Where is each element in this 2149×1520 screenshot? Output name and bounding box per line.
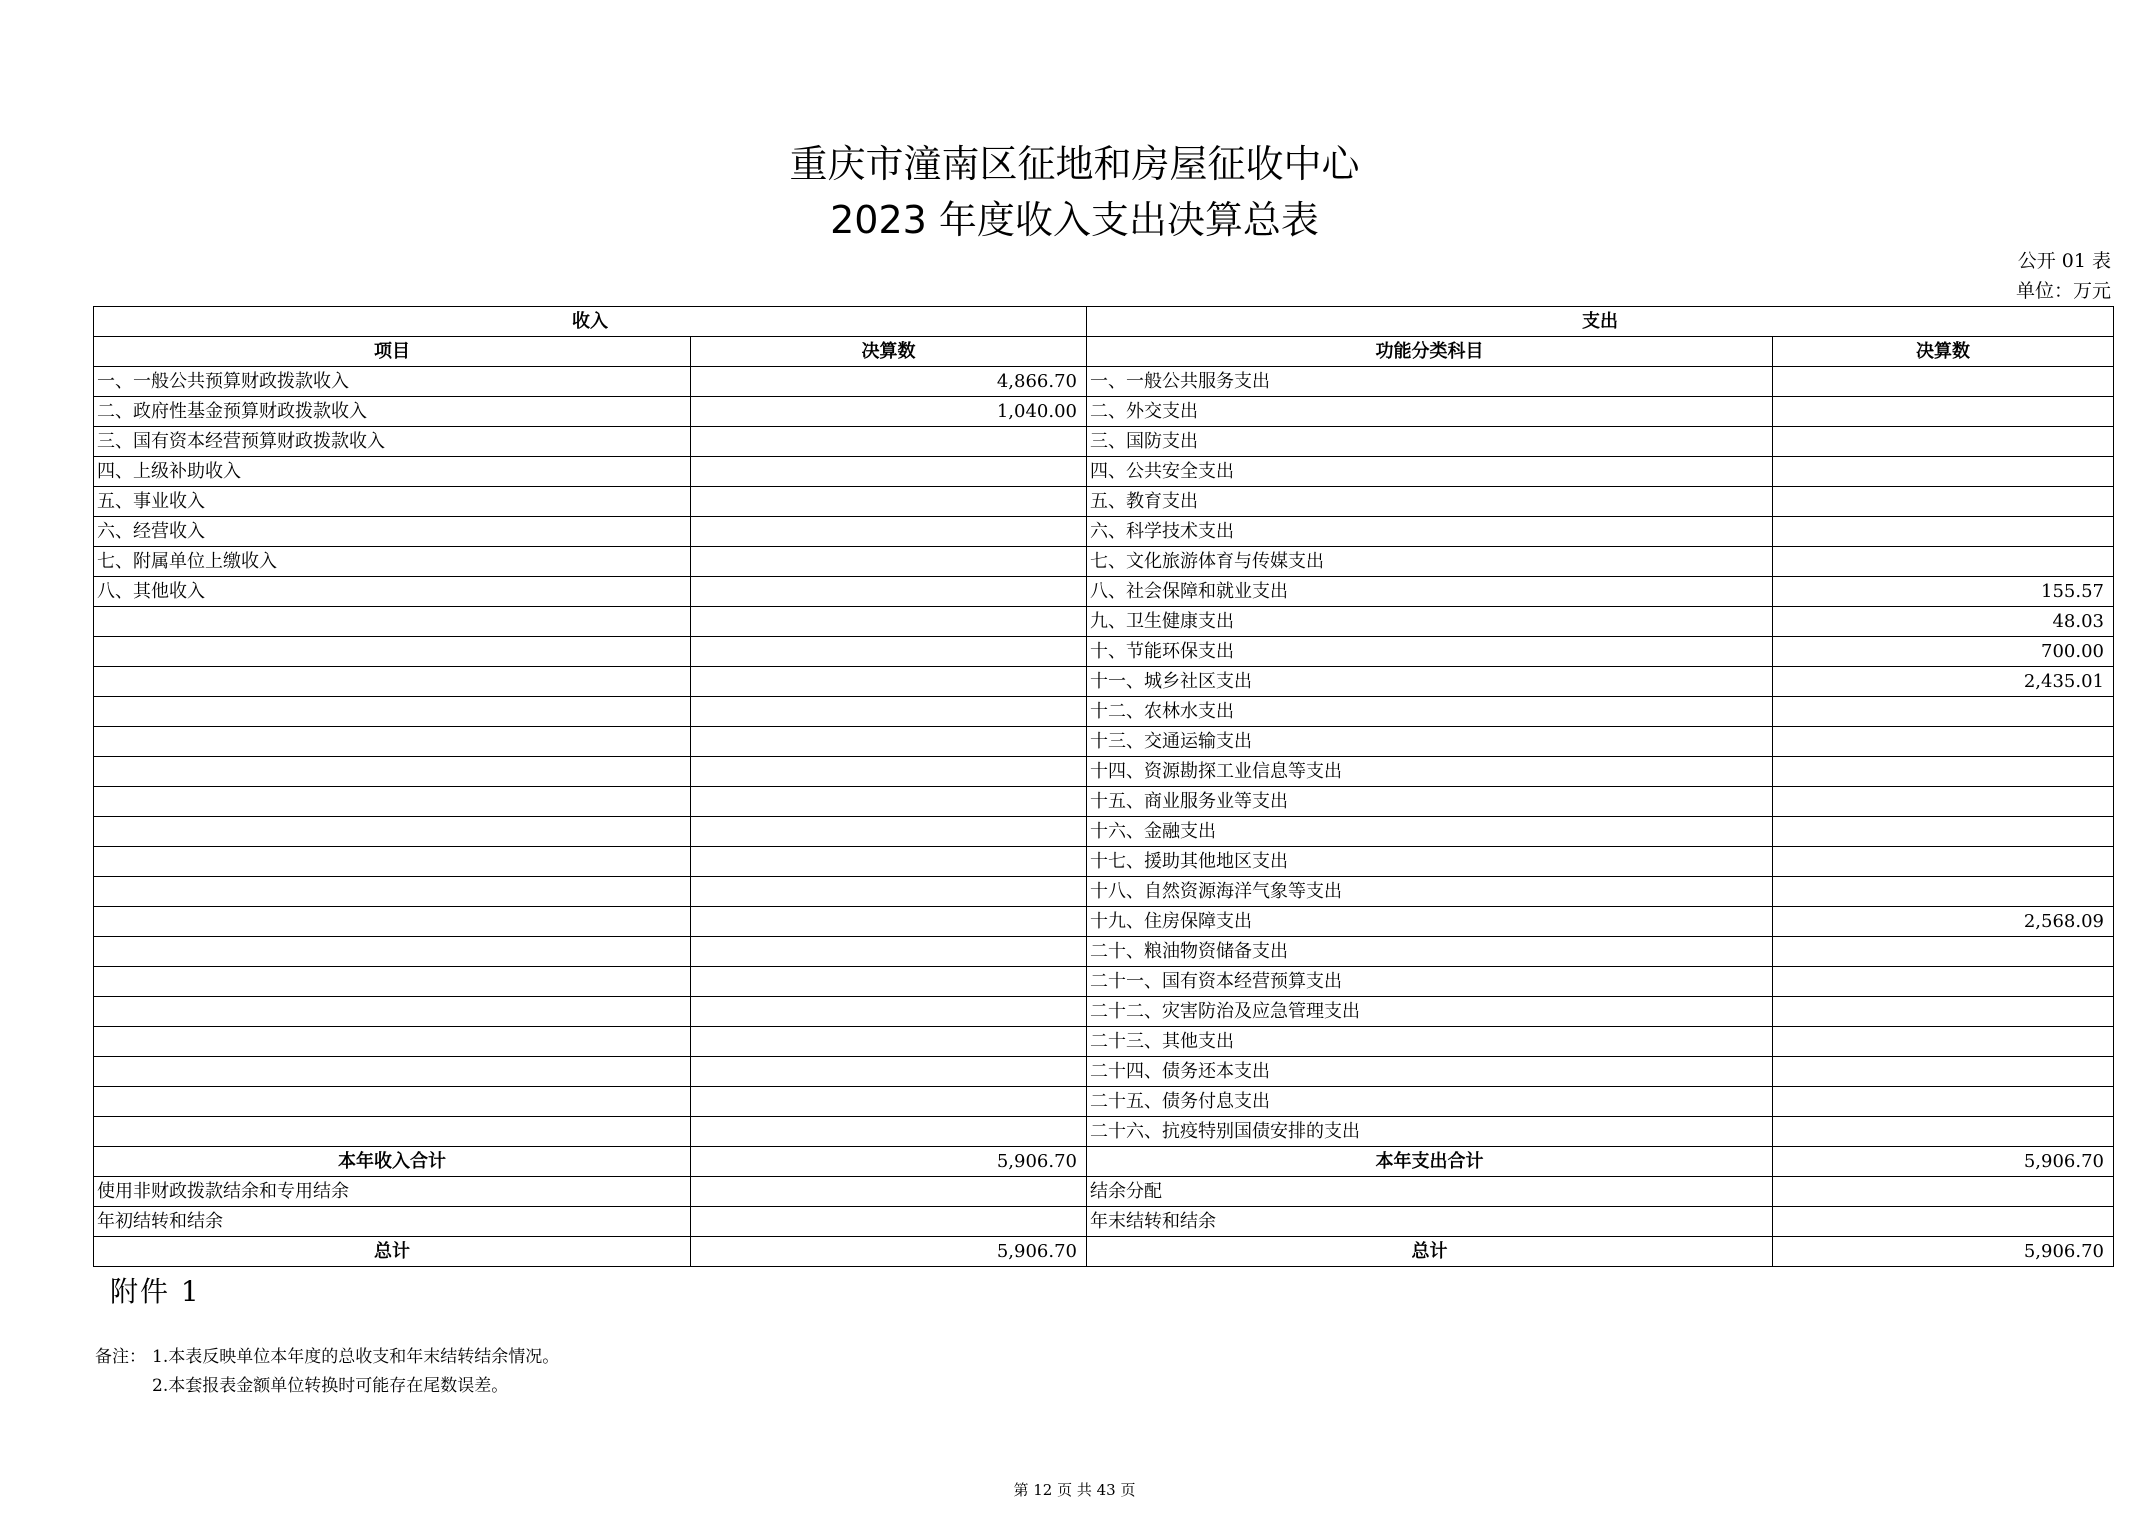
income-item [94, 1117, 691, 1147]
expense-amount [1773, 547, 2114, 577]
expense-amount [1773, 1177, 2114, 1207]
table-row [94, 967, 2114, 997]
expense-item: 十二、农林水支出 [1087, 697, 1773, 727]
expense-amount [1773, 397, 2114, 427]
expense-item: 十、节能环保支出 [1087, 637, 1773, 667]
income-item [94, 907, 691, 937]
income-amount [691, 667, 1087, 697]
table-footer [94, 1147, 2114, 1267]
expense-amount [1773, 697, 2114, 727]
expense-amount [1773, 1057, 2114, 1087]
income-item: 三、国有资本经营预算财政拨款收入 [94, 427, 691, 457]
expense-item: 二十、粮油物资储备支出 [1087, 937, 1773, 967]
income-amount [691, 1117, 1087, 1147]
note-line-1: 1.本表反映单位本年度的总收支和年末结转结余情况。 [152, 1347, 560, 1367]
expense-amount [1773, 817, 2114, 847]
col-amount: 决算数 [691, 337, 1087, 367]
expense-item: 十五、商业服务业等支出 [1087, 787, 1773, 817]
table-row [94, 697, 2114, 727]
income-item: 年初结转和结余 [94, 1207, 691, 1237]
income-amount [691, 1087, 1087, 1117]
income-item [94, 607, 691, 637]
income-amount [691, 1177, 1087, 1207]
expense-item: 二十一、国有资本经营预算支出 [1087, 967, 1773, 997]
income-item: 六、经营收入 [94, 517, 691, 547]
expense-amount [1773, 1027, 2114, 1057]
page-subtitle: 2023 年度收入支出决算总表 [830, 198, 1319, 242]
expense-amount [1773, 517, 2114, 547]
group-expense: 支出 [1087, 307, 2114, 337]
income-amount [691, 1207, 1087, 1237]
income-item [94, 787, 691, 817]
expense-amount [1773, 967, 2114, 997]
expense-item: 四、公共安全支出 [1087, 457, 1773, 487]
table-row [94, 577, 2114, 607]
expense-total-label: 总计 [1087, 1237, 1773, 1267]
expense-total-amount: 5,906.70 [1773, 1237, 2114, 1267]
col-amount-expense: 决算数 [1773, 337, 2114, 367]
income-amount [691, 1057, 1087, 1087]
income-item [94, 817, 691, 847]
income-subtotal-label: 本年收入合计 [94, 1147, 691, 1177]
expense-item: 十八、自然资源海洋气象等支出 [1087, 877, 1773, 907]
table-row [94, 1027, 2114, 1057]
expense-item: 五、教育支出 [1087, 487, 1773, 517]
income-amount [691, 517, 1087, 547]
table-row [94, 727, 2114, 757]
income-amount: 1,040.00 [691, 397, 1087, 427]
income-amount [691, 457, 1087, 487]
expense-item: 三、国防支出 [1087, 427, 1773, 457]
income-item [94, 847, 691, 877]
expense-subtotal-amount: 5,906.70 [1773, 1147, 2114, 1177]
table-body [94, 367, 2114, 1147]
expense-amount: 48.03 [1773, 607, 2114, 637]
income-amount [691, 997, 1087, 1027]
expense-item: 二十六、抗疫特别国债安排的支出 [1087, 1117, 1773, 1147]
income-item: 使用非财政拨款结余和专用结余 [94, 1177, 691, 1207]
expense-item: 十三、交通运输支出 [1087, 727, 1773, 757]
income-amount [691, 487, 1087, 517]
group-income: 收入 [94, 307, 1087, 337]
expense-item: 十七、援助其他地区支出 [1087, 847, 1773, 877]
expense-amount: 700.00 [1773, 637, 2114, 667]
table-code: 公开 01 表 [2017, 250, 2111, 272]
table-row [94, 607, 2114, 637]
table-row [94, 1117, 2114, 1147]
expense-item: 九、卫生健康支出 [1087, 607, 1773, 637]
attachment-label: 附件 1 [110, 1275, 201, 1308]
table-row [94, 517, 2114, 547]
subtotal-row [94, 1147, 2114, 1177]
table-row [94, 487, 2114, 517]
income-item: 五、事业收入 [94, 487, 691, 517]
expense-amount [1773, 997, 2114, 1027]
income-amount [691, 1027, 1087, 1057]
income-item: 四、上级补助收入 [94, 457, 691, 487]
income-amount [691, 787, 1087, 817]
table-row [94, 1207, 2114, 1237]
expense-item: 二十三、其他支出 [1087, 1027, 1773, 1057]
income-amount [691, 907, 1087, 937]
note-line-2: 2.本套报表金额单位转换时可能存在尾数误差。 [152, 1376, 509, 1396]
expense-amount [1773, 787, 2114, 817]
income-item [94, 757, 691, 787]
table-row [94, 1087, 2114, 1117]
table-row [94, 997, 2114, 1027]
total-row [94, 1237, 2114, 1267]
expense-amount: 2,568.09 [1773, 907, 2114, 937]
income-amount [691, 607, 1087, 637]
table-row [94, 817, 2114, 847]
expense-amount [1773, 1087, 2114, 1117]
income-total-amount: 5,906.70 [691, 1237, 1087, 1267]
income-amount [691, 427, 1087, 457]
income-item: 七、附属单位上缴收入 [94, 547, 691, 577]
col-item: 项目 [94, 337, 691, 367]
expense-amount [1773, 937, 2114, 967]
table-row [94, 877, 2114, 907]
income-amount: 4,866.70 [691, 367, 1087, 397]
income-total-label: 总计 [94, 1237, 691, 1267]
income-item [94, 967, 691, 997]
income-amount [691, 877, 1087, 907]
expense-item: 八、社会保障和就业支出 [1087, 577, 1773, 607]
income-amount [691, 727, 1087, 757]
income-amount [691, 697, 1087, 727]
table-row [94, 667, 2114, 697]
expense-amount [1773, 487, 2114, 517]
expense-amount [1773, 877, 2114, 907]
expense-item: 六、科学技术支出 [1087, 517, 1773, 547]
table-row [94, 367, 2114, 397]
income-item [94, 937, 691, 967]
expense-item: 二、外交支出 [1087, 397, 1773, 427]
expense-amount [1773, 1207, 2114, 1237]
column-header-row [94, 337, 2114, 367]
table-row [94, 547, 2114, 577]
table-row [94, 847, 2114, 877]
expense-item: 十九、住房保障支出 [1087, 907, 1773, 937]
unit-label: 单位：万元 [2015, 280, 2111, 302]
expense-item: 二十五、债务付息支出 [1087, 1087, 1773, 1117]
table-row [94, 937, 2114, 967]
expense-amount: 2,435.01 [1773, 667, 2114, 697]
income-item: 八、其他收入 [94, 577, 691, 607]
table-row [94, 787, 2114, 817]
expense-item: 七、文化旅游体育与传媒支出 [1087, 547, 1773, 577]
income-item [94, 667, 691, 697]
income-item [94, 637, 691, 667]
income-amount [691, 847, 1087, 877]
note-label: 备注： [95, 1347, 146, 1367]
expense-subtotal-label: 本年支出合计 [1087, 1147, 1773, 1177]
expense-item: 结余分配 [1087, 1177, 1773, 1207]
expense-amount [1773, 757, 2114, 787]
expense-amount [1773, 367, 2114, 397]
income-item [94, 727, 691, 757]
table-row [94, 1177, 2114, 1207]
income-amount [691, 637, 1087, 667]
table-row [94, 457, 2114, 487]
income-item: 一、一般公共预算财政拨款收入 [94, 367, 691, 397]
table-row [94, 907, 2114, 937]
income-amount [691, 757, 1087, 787]
expense-amount [1773, 727, 2114, 757]
expense-item: 十四、资源勘探工业信息等支出 [1087, 757, 1773, 787]
expense-item: 二十四、债务还本支出 [1087, 1057, 1773, 1087]
income-amount [691, 967, 1087, 997]
table-row [94, 637, 2114, 667]
budget-table [93, 306, 2114, 1267]
income-amount [691, 937, 1087, 967]
expense-amount [1773, 457, 2114, 487]
expense-item: 二十二、灾害防治及应急管理支出 [1087, 997, 1773, 1027]
col-func: 功能分类科目 [1087, 337, 1773, 367]
expense-amount: 155.57 [1773, 577, 2114, 607]
expense-item: 十一、城乡社区支出 [1087, 667, 1773, 697]
expense-amount [1773, 847, 2114, 877]
table-row [94, 1057, 2114, 1087]
income-amount [691, 577, 1087, 607]
table-row [94, 397, 2114, 427]
expense-amount [1773, 427, 2114, 457]
expense-item: 一、一般公共服务支出 [1087, 367, 1773, 397]
page-number: 第 12 页 共 43 页 [1013, 1481, 1136, 1499]
expense-item: 年末结转和结余 [1087, 1207, 1773, 1237]
income-item [94, 877, 691, 907]
income-item [94, 1027, 691, 1057]
table-row [94, 427, 2114, 457]
income-item [94, 1057, 691, 1087]
page-title: 重庆市潼南区征地和房屋征收中心 [789, 142, 1360, 186]
group-header-row [94, 307, 2114, 337]
income-item [94, 997, 691, 1027]
expense-amount [1773, 1117, 2114, 1147]
income-item [94, 697, 691, 727]
income-amount [691, 547, 1087, 577]
expense-item: 十六、金融支出 [1087, 817, 1773, 847]
income-subtotal-amount: 5,906.70 [691, 1147, 1087, 1177]
table-row [94, 757, 2114, 787]
income-amount [691, 817, 1087, 847]
income-item [94, 1087, 691, 1117]
income-item: 二、政府性基金预算财政拨款收入 [94, 397, 691, 427]
